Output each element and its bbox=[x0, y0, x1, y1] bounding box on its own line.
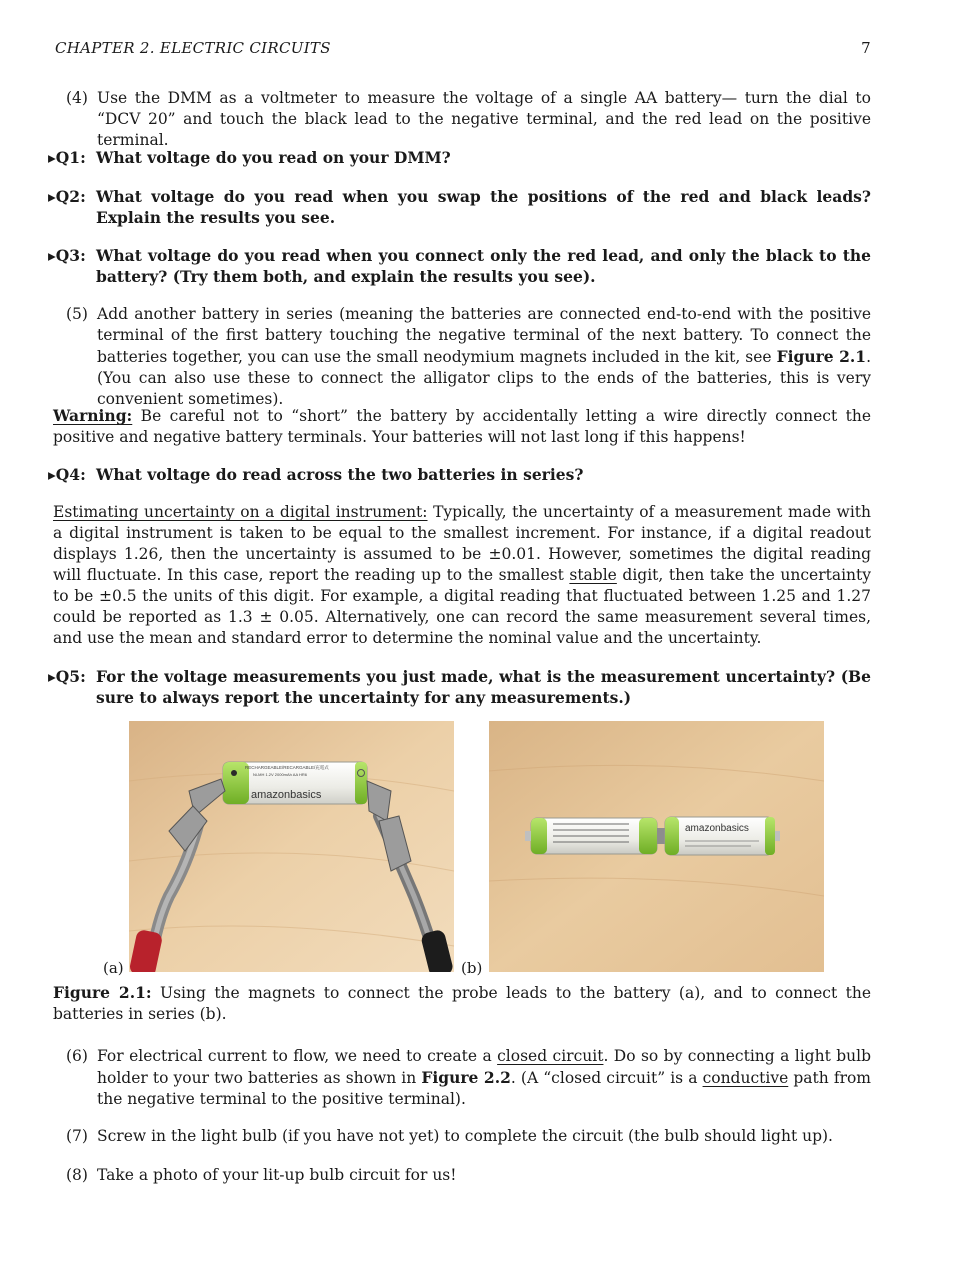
step-4 bbox=[66, 88, 871, 151]
step-text: For electrical current to flow, we need to create a closed circuit. Do so by connecting a light bulb holder to your two batteries as shown in Figure 2.2. (A “closed circuit” is a conductive path from the negative terminal to the positive terminal). bbox=[97, 1047, 872, 1108]
question-label: ▸Q5: bbox=[48, 667, 86, 686]
page-header bbox=[55, 38, 871, 59]
question-1 bbox=[48, 147, 871, 168]
figure-reference: Figure 2.2 bbox=[421, 1068, 511, 1087]
caption-text: Using the magnets to connect the probe leads to the battery (a), and to connect the batteries in series (b). bbox=[53, 984, 871, 1023]
svg-text:RECHARGEABLE/RECARGABLE/充電式: RECHARGEABLE/RECARGABLE/充電式 bbox=[245, 765, 329, 770]
batteries-in-series-illustration bbox=[489, 721, 824, 972]
battery-with-probes-illustration bbox=[129, 721, 454, 972]
chapter-title: CHAPTER 2. ELECTRIC CIRCUITS bbox=[55, 39, 331, 57]
uncertainty-paragraph: Estimating uncertainty on a digital instrument: Typically, the uncertainty of a measurement made with a digital instrument is taken to be equal to the smallest increment. For instance, if a digital readout displays 1.26, then the uncertainty is assumed to be ±0.01. However, sometimes the digital reading will fluctuate. In this case, report the reading up to the smallest stable digit, then take the uncertainty to be ±0.5 the units of this digit. For example, a digital reading that fluctuated between 1.25 and 1.27 could be reported as 1.3 ± 0.05. Alternatively, one can record the same measurement several times, and use the mean and standard error to determine the nominal value and the uncertainty. bbox=[53, 503, 871, 647]
figure-photo-b bbox=[489, 721, 824, 972]
battery-brand: amazonbasics bbox=[685, 823, 749, 834]
question-3 bbox=[48, 245, 871, 287]
question-text: What voltage do you read when you connect only the red lead, and only the black to the battery? (Try them both, and explain the results you see). bbox=[96, 246, 871, 286]
figure-sublabel-b: (b) bbox=[461, 959, 483, 977]
page-number: 7 bbox=[861, 39, 871, 57]
closed-circuit-term: closed circuit bbox=[497, 1047, 604, 1065]
step-number: (5) bbox=[66, 305, 88, 323]
step-number: (4) bbox=[66, 89, 88, 107]
figure-reference: Figure 2.1 bbox=[776, 347, 867, 366]
uncertainty-label: Estimating uncertainty on a digital instrument: bbox=[53, 503, 428, 521]
warning-label: Warning: bbox=[53, 406, 133, 425]
stable-word: stable bbox=[569, 566, 617, 584]
step-text: Take a photo of your lit-up bulb circuit for us! bbox=[97, 1166, 457, 1184]
step-7 bbox=[66, 1126, 871, 1147]
warning-paragraph bbox=[53, 405, 871, 448]
svg-text:Ni-MH 1.2V 2000mAh AA HR6: Ni-MH 1.2V 2000mAh AA HR6 bbox=[253, 772, 308, 777]
figure-sublabel-a: (a) bbox=[103, 959, 124, 977]
step-5 bbox=[66, 304, 871, 410]
question-label: ▸Q4: bbox=[48, 465, 86, 484]
step-6 bbox=[66, 1046, 871, 1110]
figure-photo-a bbox=[129, 721, 454, 972]
question-label: ▸Q1: bbox=[48, 148, 86, 167]
step-number: (7) bbox=[66, 1127, 88, 1145]
figure-caption bbox=[53, 982, 871, 1025]
step-number: (8) bbox=[66, 1166, 88, 1184]
question-text: What voltage do you read on your DMM? bbox=[96, 148, 451, 167]
conductive-term: conductive bbox=[702, 1069, 789, 1087]
step-text: Add another battery in series (meaning the batteries are connected end-to-end with the positive terminal of the first battery touching the negative terminal of the next battery. To connect the batteries together, you can use the small neodymium magnets included in the kit, see Figure 2.1. (You can also use these to connect the alligator clips to the ends of the batteries, this is very convenient sometimes). bbox=[97, 305, 872, 408]
step-number: (6) bbox=[66, 1047, 88, 1065]
question-4 bbox=[48, 464, 871, 485]
question-label: ▸Q3: bbox=[48, 246, 86, 265]
question-label: ▸Q2: bbox=[48, 187, 86, 206]
step-text: Screw in the light bulb (if you have not yet) to complete the circuit (the bulb should light up). bbox=[97, 1127, 833, 1145]
question-text: What voltage do you read when you swap the positions of the red and black leads? Explain the results you see. bbox=[96, 187, 871, 227]
question-5 bbox=[48, 666, 871, 708]
caption-label: Figure 2.1: bbox=[53, 983, 152, 1002]
question-text: What voltage do read across the two batteries in series? bbox=[96, 465, 584, 484]
question-2 bbox=[48, 186, 871, 228]
step-8 bbox=[66, 1165, 871, 1186]
warning-text: Be careful not to “short” the battery by accidentally letting a wire directly connect the positive and negative battery terminals. Your batteries will not last long if this happens! bbox=[53, 407, 871, 446]
battery-brand: amazonbasics bbox=[251, 789, 322, 801]
question-text: For the voltage measurements you just made, what is the measurement uncertainty? (Be sure to always report the uncertainty for any measurements.) bbox=[96, 667, 871, 707]
step-text: Use the DMM as a voltmeter to measure the voltage of a single AA battery— turn the dial to “DCV 20” and touch the black lead to the negative terminal, and the red lead on the positive terminal. bbox=[97, 89, 871, 149]
